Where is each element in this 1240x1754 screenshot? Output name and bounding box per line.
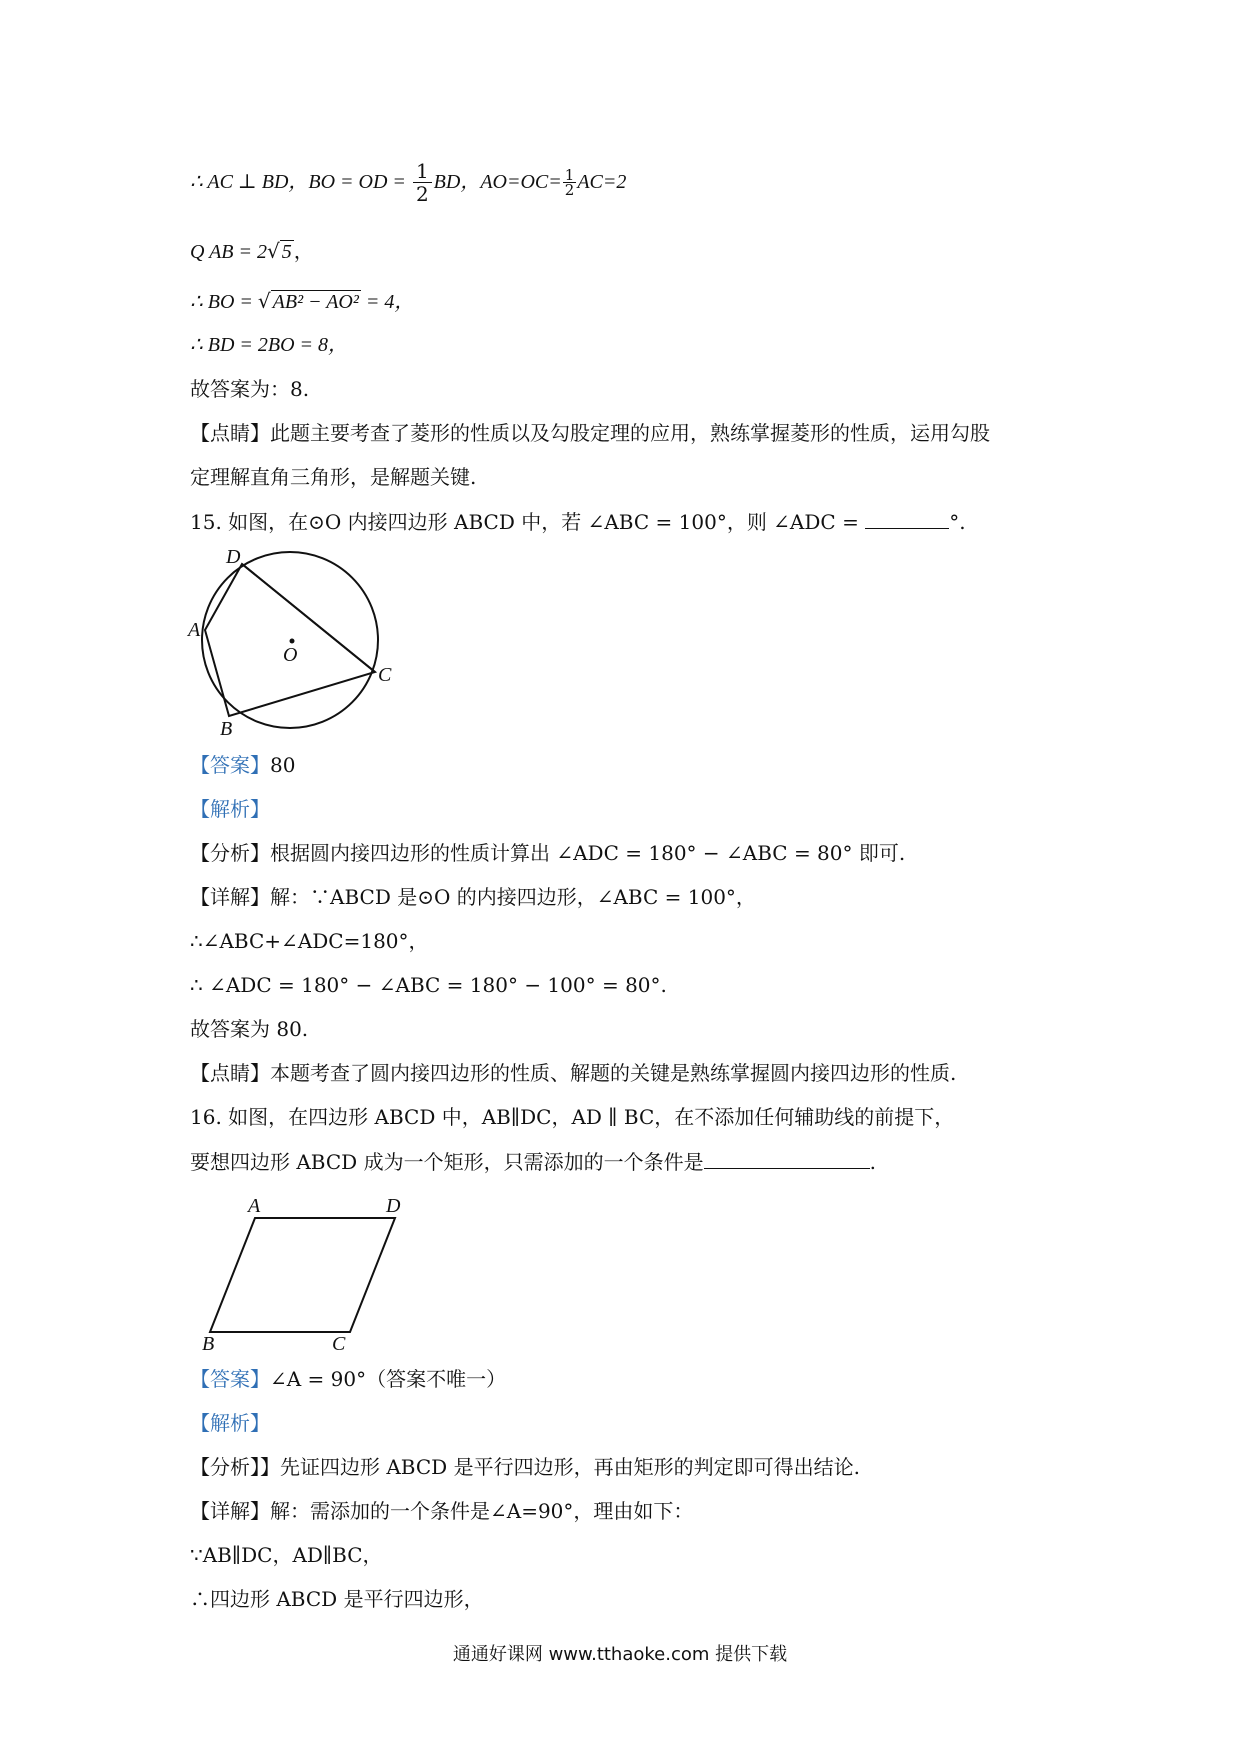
formula-text: ∴ AC ⊥ BD，BO = OD = bbox=[190, 171, 411, 193]
comment-line-2: 定理解直角三角形，是解题关键. bbox=[190, 465, 477, 489]
formula-line-1 bbox=[190, 160, 626, 205]
formula-line-2 bbox=[190, 236, 314, 267]
answer-value: ∠A = 90°（答案不唯一） bbox=[270, 1367, 507, 1391]
formula-line-4: ∴ BD = 2BO = 8， bbox=[190, 334, 349, 356]
step-15-c: 故答案为 80. bbox=[190, 1017, 309, 1041]
question-text: 15. 如图，在⊙O 内接四边形 ABCD 中，若 ∠ABC = 100°，则 ∠ADC = bbox=[190, 510, 866, 534]
formula-text: Q AB = 2 bbox=[190, 241, 268, 263]
formula-text: BD，AO=OC= bbox=[433, 171, 562, 193]
formula-text: AC=2 bbox=[577, 171, 627, 193]
answer-blank[interactable] bbox=[704, 1146, 870, 1169]
sqrt-symbol: √ bbox=[267, 239, 280, 263]
label-b: B bbox=[220, 718, 233, 735]
answer-line: 故答案为：8. bbox=[190, 377, 310, 401]
circle-quadrilateral-figure bbox=[180, 545, 410, 735]
step-16-b: ∴四边形 ABCD 是平行四边形， bbox=[190, 1587, 484, 1611]
answer-tag: 【答案】 bbox=[190, 753, 270, 777]
formula-text: ∴ BO = bbox=[190, 291, 258, 313]
solution-15: 【详解】解：∵ABCD 是⊙O 的内接四边形，∠ABC = 100°， bbox=[190, 885, 756, 909]
formula-text: = 4， bbox=[360, 291, 415, 313]
label-c: C bbox=[332, 1333, 346, 1350]
label-d: D bbox=[226, 546, 241, 568]
answer-blank[interactable] bbox=[865, 506, 949, 529]
question-text: °. bbox=[949, 510, 966, 534]
formula-text: ， bbox=[293, 239, 314, 263]
sqrt-symbol: √ bbox=[257, 289, 271, 313]
question-16-line-1: 16. 如图，在四边形 ABCD 中，AB∥DC，AD ∥ BC，在不添加任何辅助线的前提下， bbox=[190, 1105, 955, 1129]
answer-16 bbox=[190, 1364, 506, 1394]
question-15 bbox=[190, 506, 966, 537]
label-c: C bbox=[378, 664, 392, 686]
question-16-line-2 bbox=[190, 1146, 876, 1177]
formula-line-3 bbox=[190, 286, 414, 317]
step-15-b: ∴ ∠ADC = 180° − ∠ABC = 180° − 100° = 80°. bbox=[190, 973, 667, 997]
analysis-16: 【分析】】先证四边形 ABCD 是平行四边形，再由矩形的判定即可得出结论. bbox=[190, 1455, 860, 1479]
sqrt-content: AB² − AO² bbox=[272, 291, 359, 313]
question-text: . bbox=[869, 1150, 876, 1174]
analysis-15: 【分析】根据圆内接四边形的性质计算出 ∠ADC = 180° − ∠ABC = 80° 即可. bbox=[190, 841, 906, 865]
parallelogram-abcd bbox=[210, 1218, 395, 1332]
label-a: A bbox=[248, 1195, 261, 1217]
answer-tag: 【答案】 bbox=[190, 1367, 270, 1391]
solution-16: 【详解】解：需添加的一个条件是∠A=90°，理由如下： bbox=[190, 1499, 694, 1523]
analysis-tag: 【解析】 bbox=[190, 1411, 270, 1435]
step-15-a: ∴∠ABC+∠ADC=180°， bbox=[190, 929, 429, 953]
label-o: O bbox=[283, 644, 298, 666]
footer-watermark: 通通好课网 www.tthaoke.com 提供下载 bbox=[452, 1644, 788, 1665]
center-point bbox=[290, 639, 295, 644]
answer-15 bbox=[190, 750, 295, 780]
label-d: D bbox=[386, 1195, 401, 1217]
answer-value: 80 bbox=[270, 753, 296, 777]
comment-15: 【点睛】本题考查了圆内接四边形的性质、解题的关键是熟练掌握圆内接四边形的性质. bbox=[190, 1061, 957, 1085]
sqrt-content: 5 bbox=[281, 241, 292, 263]
comment-line-1: 【点睛】此题主要考查了菱形的性质以及勾股定理的应用，熟练掌握菱形的性质，运用勾股 bbox=[190, 421, 990, 445]
question-text: 要想四边形 ABCD 成为一个矩形，只需添加的一个条件是 bbox=[190, 1150, 704, 1174]
step-16-a: ∵AB∥DC，AD∥BC， bbox=[190, 1543, 383, 1567]
label-a: A bbox=[188, 619, 201, 641]
parallelogram-figure bbox=[190, 1190, 420, 1350]
analysis-tag: 【解析】 bbox=[190, 797, 270, 821]
label-b: B bbox=[202, 1333, 215, 1350]
small-fraction: $\frac{1}{2}$ bbox=[564, 166, 575, 199]
fraction: $\frac{1}{2}$ bbox=[413, 160, 432, 205]
